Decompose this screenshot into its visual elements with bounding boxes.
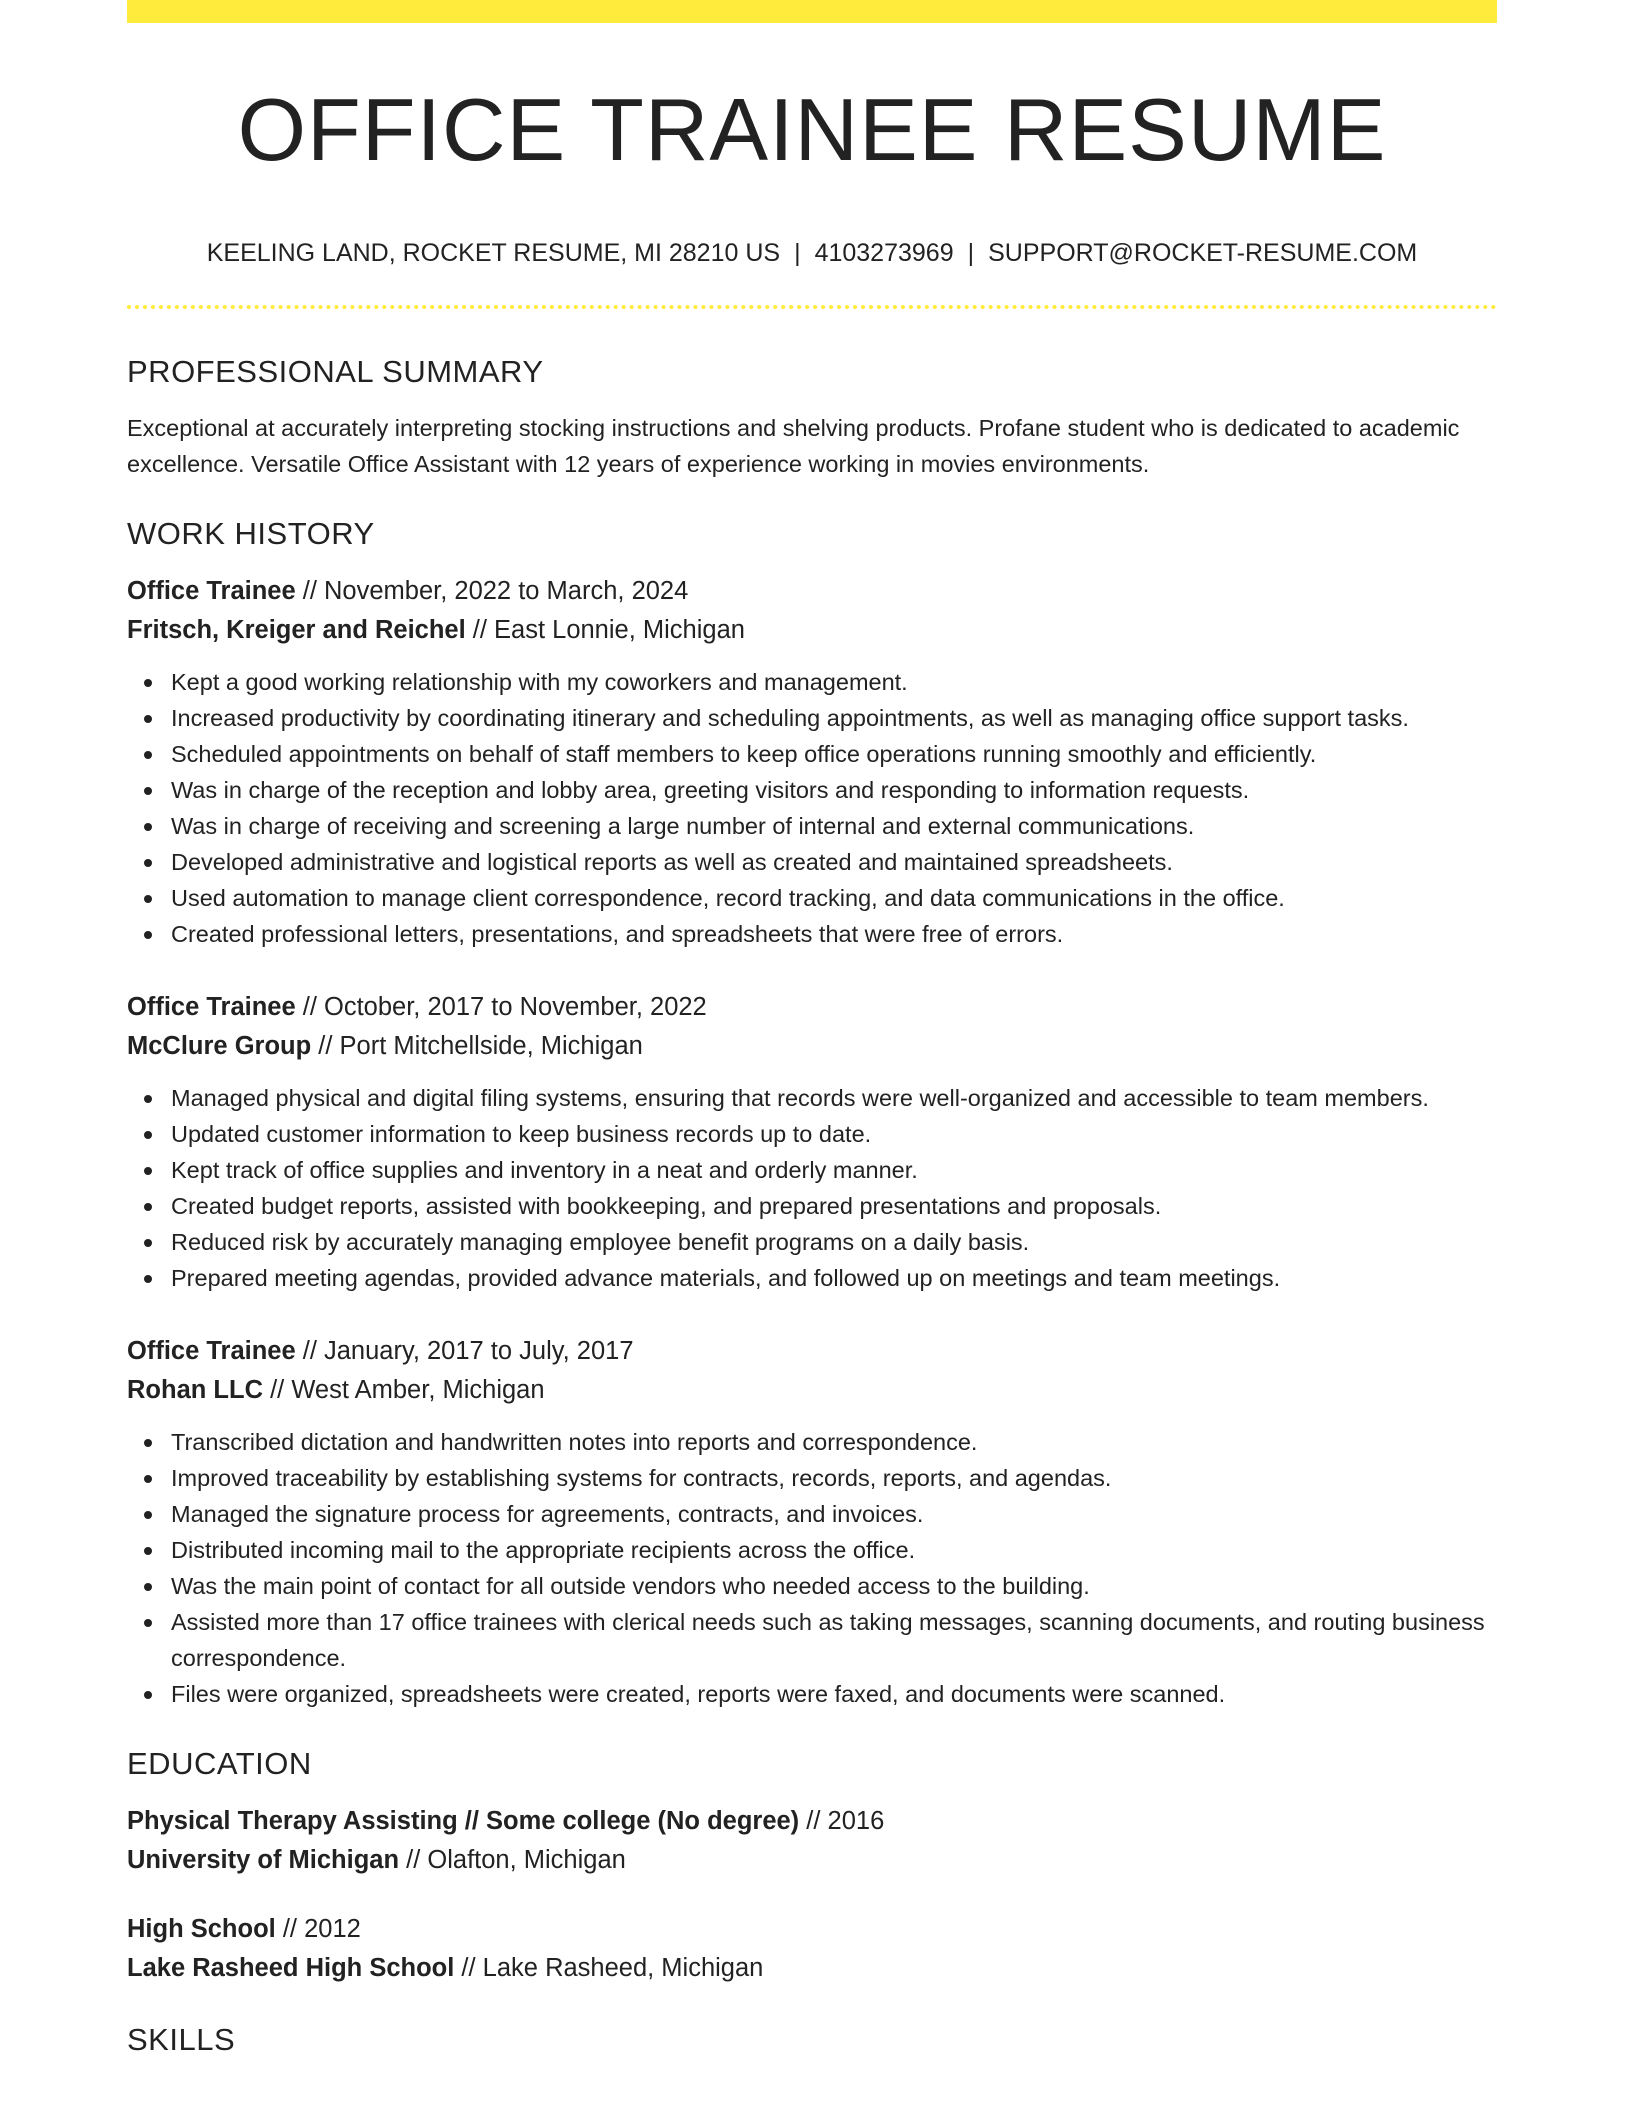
education-location: // Lake Rasheed, Michigan [454, 1954, 764, 1982]
bullet-item: Scheduled appointments on behalf of staff members to keep office operations running smoothly and efficiently. [127, 736, 1497, 772]
bullet-item: Used automation to manage client correspondence, record tracking, and data communications in the office. [127, 880, 1497, 916]
job-title-line [127, 988, 1497, 1027]
job-dates: // October, 2017 to November, 2022 [295, 993, 707, 1021]
section-heading: EDUCATION [127, 1746, 312, 1781]
education-degree-line [127, 1910, 1497, 1949]
bullet-item: Kept a good working relationship with my coworkers and management. [127, 664, 1497, 700]
job-company: McClure Group [127, 1032, 312, 1060]
job-bullets [127, 664, 1497, 952]
education-location: // Olafton, Michigan [399, 1846, 626, 1874]
resume-body [127, 350, 1497, 2062]
job-company: Rohan LLC [127, 1376, 263, 1404]
education-degree: High School [127, 1915, 276, 1943]
bullet-item: Increased productivity by coordinating itinerary and scheduling appointments, as well as managing office support tasks. [127, 700, 1497, 736]
bullet-item: Updated customer information to keep business records up to date. [127, 1116, 1497, 1152]
job-title: Office Trainee [127, 577, 296, 605]
education-year: // 2012 [275, 1915, 361, 1943]
summary-section [127, 350, 1497, 482]
job-bullets [127, 1424, 1497, 1712]
job-entry [127, 988, 1497, 1296]
job-location: // West Amber, Michigan [262, 1376, 545, 1404]
bullet-item: Assisted more than 17 office trainees with clerical needs such as taking messages, scanning documents, and routing business correspondence. [127, 1604, 1497, 1676]
job-dates: // January, 2017 to July, 2017 [295, 1337, 634, 1365]
job-entry [127, 572, 1497, 952]
bullet-item: Was in charge of receiving and screening a large number of internal and external communications. [127, 808, 1497, 844]
section-heading: SKILLS [127, 2022, 236, 2057]
summary-text: Exceptional at accurately interpreting stocking instructions and shelving products. Profane student who is dedicated to academic excellence. Versatile Office Assistant with 12 years of experience working in movies environments. [127, 415, 1460, 477]
contact-separator: | [794, 239, 801, 267]
bullet-item: Developed administrative and logistical reports as well as created and maintained spreadsheets. [127, 844, 1497, 880]
contact-phone: 4103273969 [814, 239, 954, 267]
job-location: // East Lonnie, Michigan [465, 616, 745, 644]
education-entry [127, 1910, 1497, 1988]
work-history-section [127, 512, 1497, 1712]
bullet-item: Kept track of office supplies and inventory in a neat and orderly manner. [127, 1152, 1497, 1188]
job-company: Fritsch, Kreiger and Reichel [127, 616, 466, 644]
contact-separator: | [967, 239, 975, 267]
bullet-item: Files were organized, spreadsheets were created, reports were faxed, and documents were scanned. [127, 1676, 1497, 1712]
dotted-divider [127, 305, 1497, 309]
bullet-item: Reduced risk by accurately managing employee benefit programs on a daily basis. [127, 1224, 1497, 1260]
job-dates: // November, 2022 to March, 2024 [295, 577, 689, 605]
accent-top-bar [127, 0, 1497, 23]
bullet-item: Transcribed dictation and handwritten notes into reports and correspondence. [127, 1424, 1497, 1460]
job-title-line [127, 572, 1497, 611]
job-location: // Port Mitchellside, Michigan [311, 1032, 643, 1060]
bullet-item: Managed physical and digital filing systems, ensuring that records were well-organized and accessible to team members. [127, 1080, 1497, 1116]
job-title: Office Trainee [127, 993, 296, 1021]
bullet-item: Created budget reports, assisted with bookkeeping, and prepared presentations and proposals. [127, 1188, 1497, 1224]
bullet-item: Was in charge of the reception and lobby area, greeting visitors and responding to information requests. [127, 772, 1497, 808]
job-bullets [127, 1080, 1497, 1296]
bullet-item: Improved traceability by establishing systems for contracts, records, reports, and agendas. [127, 1460, 1497, 1496]
education-school: University of Michigan [127, 1846, 400, 1874]
job-company-line [127, 1027, 1497, 1066]
education-entry [127, 1802, 1497, 1880]
education-degree: Physical Therapy Assisting // Some college (No degree) [127, 1807, 800, 1835]
section-heading: PROFESSIONAL SUMMARY [127, 354, 544, 389]
contact-address: KEELING LAND, ROCKET RESUME, MI 28210 US [206, 239, 781, 267]
education-year: // 2016 [799, 1807, 885, 1835]
job-title-line [127, 1332, 1497, 1371]
bullet-item: Prepared meeting agendas, provided advance materials, and followed up on meetings and team meetings. [127, 1260, 1497, 1296]
education-section [127, 1742, 1497, 1988]
job-title: Office Trainee [127, 1337, 296, 1365]
education-school-line [127, 1949, 1497, 1988]
education-school-line [127, 1841, 1497, 1880]
section-heading: WORK HISTORY [127, 516, 375, 551]
bullet-item: Managed the signature process for agreements, contracts, and invoices. [127, 1496, 1497, 1532]
contact-email: SUPPORT@ROCKET-RESUME.COM [988, 239, 1418, 267]
education-degree-line [127, 1802, 1497, 1841]
bullet-item: Distributed incoming mail to the appropriate recipients across the office. [127, 1532, 1497, 1568]
bullet-item: Was the main point of contact for all outside vendors who needed access to the building. [127, 1568, 1497, 1604]
skills-section [127, 2018, 1497, 2062]
job-entry [127, 1332, 1497, 1712]
bullet-item: Created professional letters, presentations, and spreadsheets that were free of errors. [127, 916, 1497, 952]
contact-line [127, 236, 1497, 270]
job-company-line [127, 1371, 1497, 1410]
job-company-line [127, 611, 1497, 650]
resume-title: OFFICE TRAINEE RESUME [237, 80, 1387, 179]
education-school: Lake Rasheed High School [127, 1954, 455, 1982]
